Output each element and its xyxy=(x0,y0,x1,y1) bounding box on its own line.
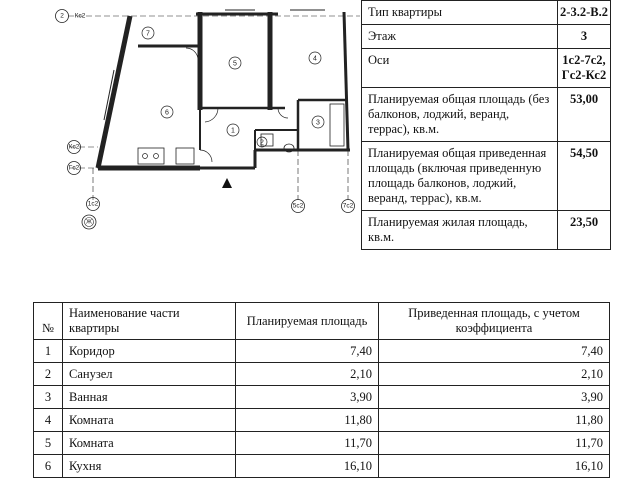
spec-value: 3 xyxy=(558,25,611,49)
cell-name: Комната xyxy=(63,409,236,432)
cell-num: 3 xyxy=(34,386,63,409)
cell-area: 2,10 xyxy=(236,363,379,386)
room-label-2: 2 xyxy=(260,139,264,147)
axis-label: Кс2 xyxy=(74,12,86,20)
cell-num: 5 xyxy=(34,432,63,455)
spec-row xyxy=(362,25,611,49)
cell-name: Санузел xyxy=(63,363,236,386)
cell-reduced: 2,10 xyxy=(379,363,610,386)
cell-area: 16,10 xyxy=(236,455,379,478)
room-label-3: 3 xyxy=(316,119,320,127)
apartment-spec-table xyxy=(361,0,611,250)
spec-label: Планируемая жилая площадь, кв.м. xyxy=(362,211,558,250)
cell-area: 11,80 xyxy=(236,409,379,432)
table-row xyxy=(34,340,610,363)
axis-label: 2 xyxy=(60,12,64,20)
room-label-4: 4 xyxy=(313,55,317,63)
cell-num: 4 xyxy=(34,409,63,432)
header-name: Наименование части квартиры xyxy=(63,303,236,340)
cell-num: 1 xyxy=(34,340,63,363)
spec-label: Оси xyxy=(362,49,558,88)
axis-label: Кс2 xyxy=(68,143,80,151)
cell-name: Коридор xyxy=(63,340,236,363)
axis-label: Ж xyxy=(85,218,93,226)
axis-label: Гс2 xyxy=(68,164,80,172)
spec-row xyxy=(362,1,611,25)
spec-row xyxy=(362,142,611,211)
spec-value: 53,00 xyxy=(558,88,611,142)
entry-arrow-icon xyxy=(222,178,232,188)
header-area: Планируемая площадь xyxy=(236,303,379,340)
floor-plan xyxy=(0,0,360,240)
cell-name: Ванная xyxy=(63,386,236,409)
cell-reduced: 11,80 xyxy=(379,409,610,432)
spec-label: Планируемая общая приведенная площадь (включая приведенную площадь балконов, лоджий, веранд, террас), кв.м. xyxy=(362,142,558,211)
spec-value: 1с2-7с2, Гс2-Кс2 xyxy=(558,49,611,88)
cell-name: Кухня xyxy=(63,455,236,478)
spec-row xyxy=(362,88,611,142)
axis-label: 7с2 xyxy=(342,202,354,210)
spec-label: Этаж xyxy=(362,25,558,49)
cell-num: 2 xyxy=(34,363,63,386)
cell-area: 11,70 xyxy=(236,432,379,455)
spec-label: Тип квартиры xyxy=(362,1,558,25)
room-label-1: 1 xyxy=(231,127,235,135)
rooms-table xyxy=(33,302,610,478)
cell-reduced: 16,10 xyxy=(379,455,610,478)
table-row xyxy=(34,455,610,478)
cell-reduced: 7,40 xyxy=(379,340,610,363)
table-row xyxy=(34,386,610,409)
room-label-5: 5 xyxy=(233,60,237,68)
room-label-6: 6 xyxy=(165,109,169,117)
spec-row xyxy=(362,49,611,88)
header-num: № xyxy=(34,303,63,340)
spec-value: 2-3.2-В.2 xyxy=(558,1,611,25)
spec-value: 54,50 xyxy=(558,142,611,211)
spec-label: Планируемая общая площадь (без балконов, лоджий, веранд, террас), кв.м. xyxy=(362,88,558,142)
cell-area: 7,40 xyxy=(236,340,379,363)
cell-num: 6 xyxy=(34,455,63,478)
cell-reduced: 11,70 xyxy=(379,432,610,455)
spec-row xyxy=(362,211,611,250)
table-row xyxy=(34,432,610,455)
axis-label: 5с2 xyxy=(292,202,304,210)
axis-label: 1с2 xyxy=(87,200,99,208)
cell-name: Комната xyxy=(63,432,236,455)
header-reduced: Приведенная площадь, с учетом коэффициента xyxy=(379,303,610,340)
cell-reduced: 3,90 xyxy=(379,386,610,409)
table-header-row xyxy=(34,303,610,340)
table-row xyxy=(34,363,610,386)
room-label-7: 7 xyxy=(146,30,150,38)
table-row xyxy=(34,409,610,432)
cell-area: 3,90 xyxy=(236,386,379,409)
spec-value: 23,50 xyxy=(558,211,611,250)
